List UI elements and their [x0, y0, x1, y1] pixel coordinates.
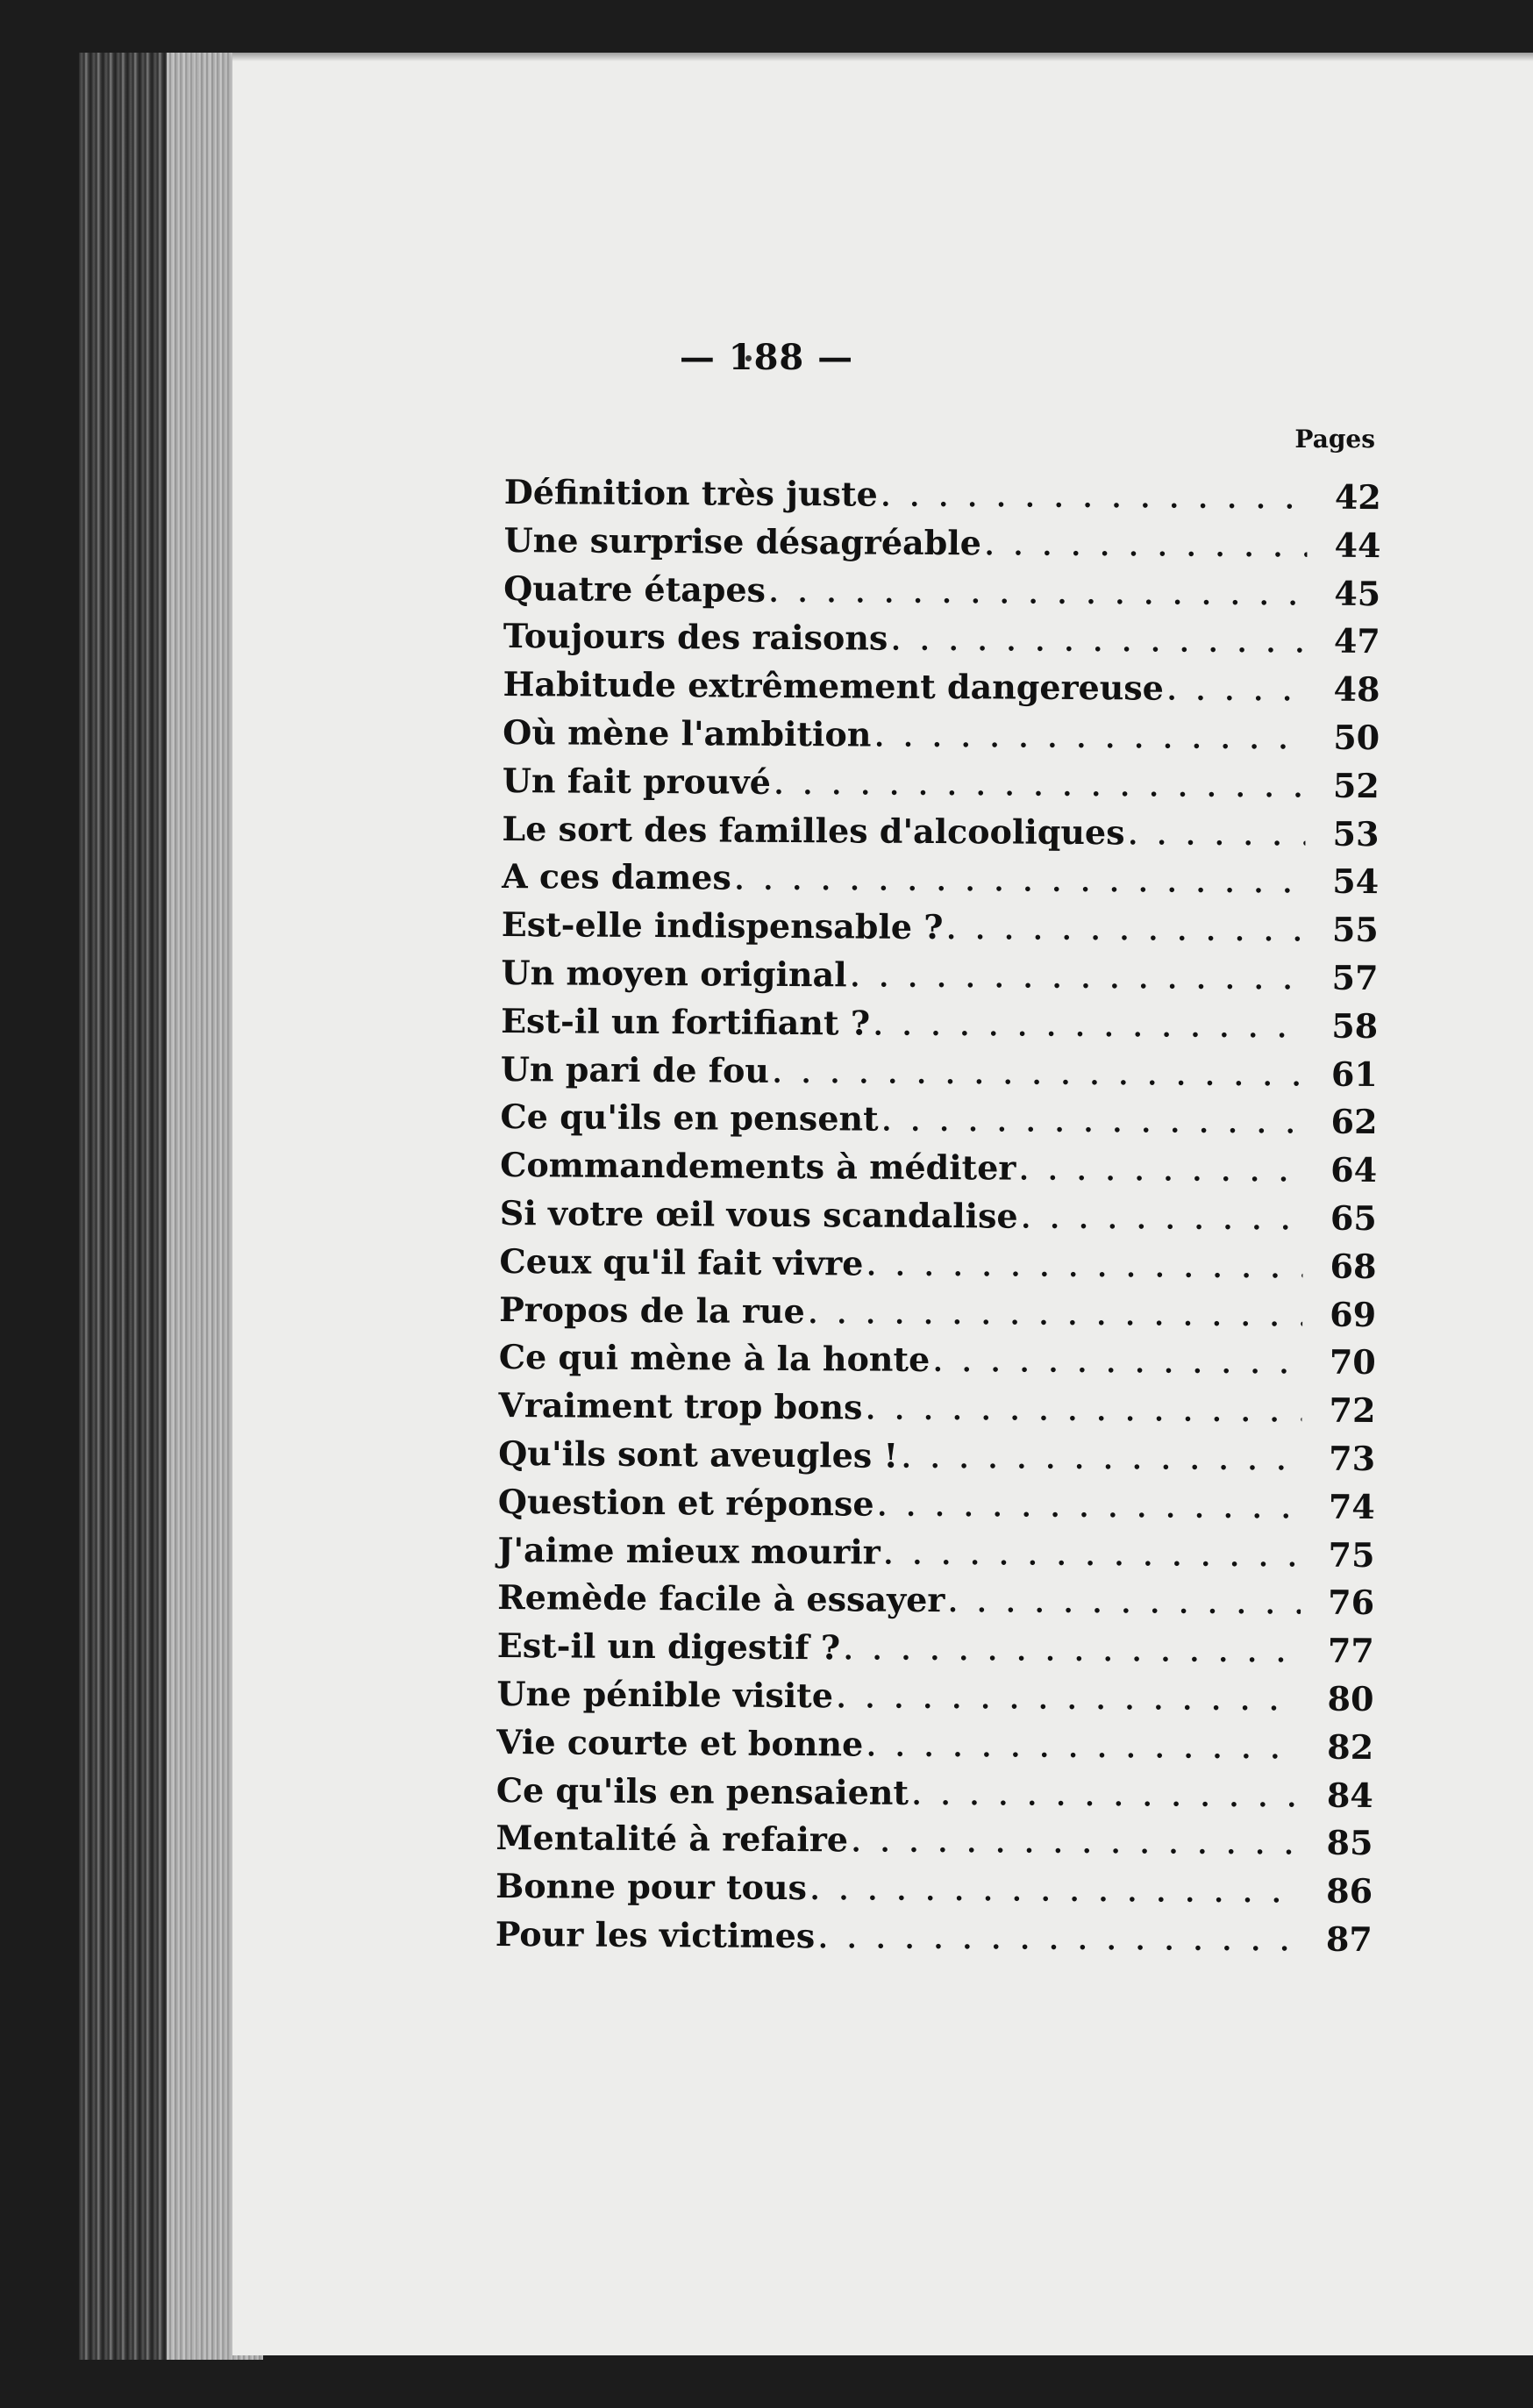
toc-entry-page: 54 [1332, 861, 1380, 902]
toc-entry [503, 616, 1380, 669]
toc-entry-title: Est-il un fortifiant ? [501, 1000, 871, 1043]
toc-entry [497, 1626, 1374, 1679]
toc-entry-title: J'aime mieux mourir [497, 1529, 881, 1572]
toc-entry-page: 61 [1330, 1054, 1378, 1094]
toc-entry-page: 86 [1326, 1870, 1373, 1911]
toc-entry-title: Le sort des familles d'alcooliques [502, 808, 1125, 852]
toc-entry-title: Habitude extrêmement dangereuse [503, 664, 1165, 708]
dot-leader [1021, 1204, 1302, 1237]
dot-leader [874, 723, 1306, 756]
page-top-shadow [232, 53, 1533, 61]
dot-leader [873, 1011, 1304, 1044]
dot-leader [818, 1924, 1299, 1957]
toc-entry [496, 1914, 1373, 1968]
toc-entry-page: 70 [1329, 1342, 1376, 1383]
dot-leader [985, 531, 1308, 563]
toc-entry-page: 84 [1326, 1775, 1373, 1815]
toc-entry-page: 55 [1331, 909, 1379, 950]
toc-entry-page: 53 [1332, 813, 1380, 854]
dot-leader [948, 1588, 1301, 1620]
toc-entry-title: Ce qu'ils en pensaient [496, 1769, 909, 1812]
toc-entry-page: 76 [1328, 1583, 1375, 1623]
toc-entry [503, 520, 1380, 574]
dot-leader [1167, 676, 1307, 708]
toc-entry [500, 1193, 1377, 1247]
toc-entry-title: Où mène l'ambition [503, 711, 872, 754]
toc-entry-page: 45 [1334, 573, 1381, 613]
toc-entry [502, 809, 1379, 862]
page-number: — 188 — [679, 337, 854, 378]
toc-entry [501, 1049, 1378, 1103]
toc-entry [503, 568, 1380, 622]
toc-entry-title: Vraiment trop bons [498, 1385, 863, 1427]
dot-leader [882, 1107, 1304, 1140]
toc-entry-page: 48 [1333, 668, 1380, 710]
toc-entry-title: Pour les victimes [495, 1913, 816, 1956]
toc-entry-page: 47 [1333, 621, 1380, 661]
toc-entry-title: Toujours des raisons [503, 616, 888, 659]
dot-leader [933, 1347, 1302, 1381]
toc-entry-title: Propos de la rue [499, 1289, 805, 1331]
toc-entry [500, 1097, 1377, 1150]
dot-leader [852, 1828, 1300, 1861]
toc-entry [504, 472, 1381, 525]
toc-entry [496, 1866, 1373, 1919]
dot-leader [851, 962, 1305, 996]
toc-entry [499, 1290, 1376, 1343]
toc-entry-page: 65 [1330, 1197, 1377, 1239]
toc-entry [503, 664, 1380, 718]
toc-entry-title: Bonne pour tous [496, 1866, 808, 1908]
toc-entry-page: 52 [1332, 765, 1380, 805]
dot-leader [809, 1299, 1303, 1333]
toc-entry [503, 712, 1380, 766]
toc-entry-title: Une surprise désagréable [503, 519, 982, 563]
toc-entry-title: Ce qui mène à la honte [498, 1337, 930, 1380]
toc-entry-page: 50 [1333, 717, 1380, 758]
toc-entry-page: 58 [1331, 1005, 1379, 1046]
toc-entry [499, 1337, 1376, 1390]
toc-entry-title: Est-il un digestif ? [496, 1626, 841, 1668]
dot-leader [866, 1396, 1301, 1429]
toc-entry-page: 72 [1329, 1390, 1376, 1431]
toc-entry-title: Vie courte et bonne [496, 1721, 864, 1764]
toc-entry-page: 87 [1325, 1919, 1373, 1959]
toc-entry-page: 75 [1328, 1534, 1375, 1575]
toc-entry-title: Définition très juste [503, 472, 878, 514]
toc-entry-title: Ce qu'ils en pensent [500, 1097, 879, 1139]
toc-entry-title: Si votre œil vous scandalise [499, 1192, 1018, 1236]
toc-entry-page: 73 [1329, 1438, 1376, 1479]
dot-leader [946, 915, 1305, 947]
toc-entry-page: 74 [1328, 1486, 1375, 1526]
dot-leader [884, 1540, 1301, 1573]
dot-leader [774, 770, 1306, 804]
dot-leader [912, 1780, 1300, 1813]
toc-entry-title: Commandements à méditer [500, 1145, 1016, 1188]
toc-entry-title: Mentalité à refaire [496, 1818, 849, 1860]
toc-entry [502, 856, 1379, 910]
toc-entry-title: Un pari de fou [500, 1048, 770, 1090]
toc-entry [500, 1145, 1377, 1198]
toc-entry-title: Une pénible visite [496, 1673, 834, 1716]
toc-entry-page: 80 [1327, 1678, 1374, 1719]
toc-entry-title: Quatre étapes [503, 568, 766, 610]
toc-entry [496, 1818, 1373, 1871]
dot-leader [877, 1491, 1301, 1525]
toc-entry-title: A ces dames [502, 856, 731, 897]
toc-entry-page: 42 [1334, 476, 1381, 518]
toc-entry [502, 904, 1379, 958]
dot-leader [769, 577, 1307, 611]
toc-entry-page: 44 [1334, 525, 1381, 565]
toc-entry-title: Un moyen original [501, 952, 847, 995]
table-of-contents [496, 472, 1381, 1968]
toc-entry-page: 82 [1327, 1726, 1374, 1767]
toc-entry-page: 62 [1330, 1102, 1378, 1142]
dot-leader [844, 1636, 1301, 1669]
toc-entry-title: Qu'ils sont aveugles ! [498, 1433, 899, 1476]
pages-column-header: Pages [1294, 425, 1375, 454]
toc-entry-title: Un fait prouvé [502, 760, 772, 802]
toc-entry-title: Est-elle indispensable ? [501, 904, 944, 947]
toc-entry [498, 1433, 1375, 1487]
toc-entry [501, 953, 1378, 1006]
toc-entry-title: Question et réponse [497, 1481, 874, 1524]
toc-entry [498, 1482, 1375, 1535]
toc-entry [496, 1769, 1373, 1823]
toc-entry-page: 77 [1327, 1630, 1374, 1671]
toc-entry [497, 1577, 1374, 1631]
dot-leader [881, 482, 1308, 516]
dot-leader [773, 1058, 1304, 1092]
dot-leader [866, 1732, 1300, 1765]
toc-entry [496, 1674, 1373, 1727]
toc-entry-title: Remède facile à essayer [497, 1577, 945, 1620]
dot-leader [735, 866, 1306, 900]
toc-entry [496, 1722, 1373, 1776]
toc-entry-page: 64 [1330, 1149, 1378, 1190]
dot-leader [866, 1251, 1302, 1284]
toc-entry [499, 1241, 1376, 1295]
dot-leader [1128, 820, 1305, 852]
dot-leader [891, 626, 1307, 660]
dot-leader [902, 1444, 1301, 1477]
dot-leader [1019, 1156, 1303, 1189]
toc-entry-page: 85 [1326, 1823, 1373, 1863]
toc-entry [503, 761, 1380, 814]
toc-entry-page: 68 [1330, 1246, 1377, 1286]
toc-entry [497, 1530, 1374, 1583]
dot-leader [837, 1683, 1301, 1717]
dot-leader [810, 1876, 1299, 1909]
toc-entry [498, 1385, 1375, 1439]
toc-entry-page: 57 [1331, 957, 1379, 998]
toc-entry-page: 69 [1330, 1294, 1377, 1334]
toc-entry [501, 1001, 1378, 1054]
toc-entry-title: Ceux qu'il fait vivre [499, 1240, 864, 1283]
